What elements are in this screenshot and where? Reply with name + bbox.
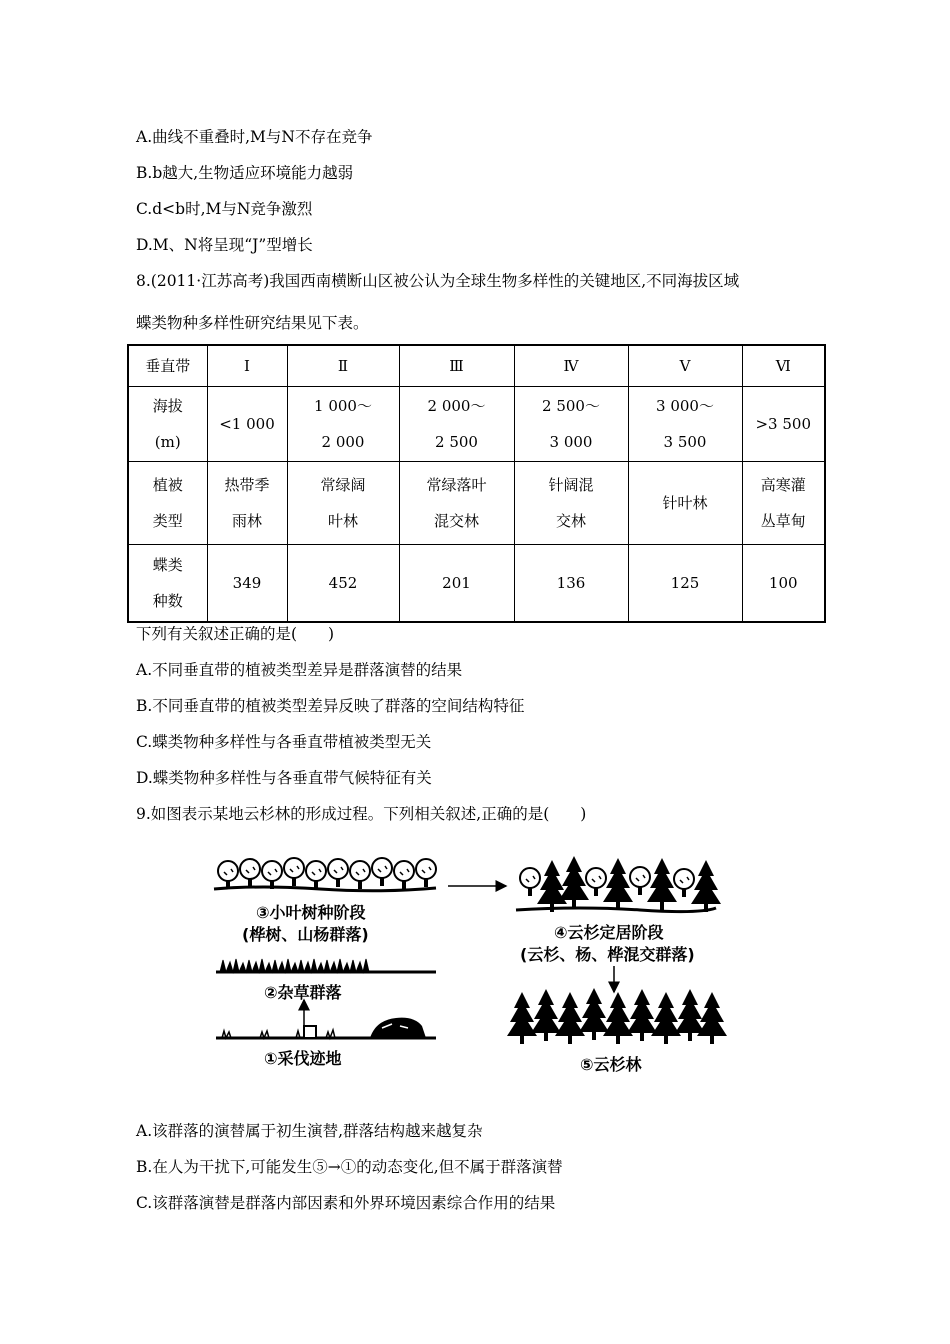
vegetation-6: 高寒灌 丛草甸: [742, 461, 825, 544]
vegetation-1: 热带季 雨林: [207, 461, 287, 544]
vegetation-5: 针叶林: [628, 461, 742, 544]
stage2-label: ②杂草群落: [264, 983, 342, 1002]
vegetation-2: 常绿阔 叶林: [287, 461, 399, 544]
stage1-cleared-land-icon: [216, 1018, 436, 1038]
vegetation-3: 常绿落叶 混交林: [399, 461, 514, 544]
zone-3: Ⅲ: [399, 345, 514, 386]
zone-1: Ⅰ: [207, 345, 287, 386]
altitude-6: >3 500: [742, 386, 825, 461]
altitude-4: 2 500～ 3 000: [514, 386, 628, 461]
stage4-subtitle: (云杉、杨、桦混交群落): [520, 945, 695, 964]
stage3-trees-icon: [214, 858, 436, 891]
q9-option-c: C.该群落演替是群落内部因素和外界环境因素综合作用的结果: [136, 1194, 556, 1212]
zone-4: Ⅳ: [514, 345, 628, 386]
q8-stem-line1: 8.(2011·江苏高考)我国西南横断山区被公认为全球生物多样性的关键地区,不同海拔区域: [136, 272, 740, 290]
species-1: 349: [207, 544, 287, 622]
zone-2: Ⅱ: [287, 345, 399, 386]
vegetation-4: 针阔混 交林: [514, 461, 628, 544]
zone-6: Ⅵ: [742, 345, 825, 386]
species-2: 452: [287, 544, 399, 622]
q8-option-b: B.不同垂直带的植被类型差异反映了群落的空间结构特征: [136, 697, 525, 715]
q8-option-a: A.不同垂直带的植被类型差异是群落演替的结果: [136, 661, 463, 679]
stage5-label: ⑤云杉林: [580, 1055, 642, 1074]
stage2-grass-icon: [216, 959, 436, 972]
altitude-1: <1 000: [207, 386, 287, 461]
stage1-label: ①采伐迹地: [264, 1049, 342, 1068]
q7-option-d: D.M、N将呈现“J”型增长: [136, 236, 313, 254]
q9-option-b: B.在人为干扰下,可能发生⑤→①的动态变化,但不属于群落演替: [136, 1158, 563, 1176]
altitude-2: 1 000～ 2 000: [287, 386, 399, 461]
header-zone-label: 垂直带: [128, 345, 207, 386]
vegetation-label: 植被 类型: [128, 461, 207, 544]
stage5-spruce-forest-icon: [507, 988, 727, 1044]
q9-option-a: A.该群落的演替属于初生演替,群落结构越来越复杂: [136, 1122, 483, 1140]
table-row-species: [128, 544, 825, 622]
q7-option-a: A.曲线不重叠时,M与N不存在竞争: [136, 128, 373, 146]
altitude-label: 海拔 (m): [128, 386, 207, 461]
altitude-3: 2 000～ 2 500: [399, 386, 514, 461]
q8-stem-line2: 蝶类物种多样性研究结果见下表。: [136, 314, 369, 332]
q7-option-b: B.b越大,生物适应环境能力越弱: [136, 164, 354, 182]
table-row-vegetation: [128, 461, 825, 544]
zone-5: Ⅴ: [628, 345, 742, 386]
stage3-title: ③小叶树种阶段: [256, 903, 366, 922]
table-row-altitude: [128, 386, 825, 461]
species-label: 蝶类 种数: [128, 544, 207, 622]
stage3-subtitle: (桦树、山杨群落): [242, 925, 369, 944]
stage4-mixed-trees-icon: [516, 856, 721, 912]
q8-option-d: D.蝶类物种多样性与各垂直带气候特征有关: [136, 769, 432, 787]
stage4-title: ④云杉定居阶段: [554, 923, 664, 942]
species-4: 136: [514, 544, 628, 622]
altitude-5: 3 000～ 3 500: [628, 386, 742, 461]
table-row-zone: [128, 345, 825, 386]
species-5: 125: [628, 544, 742, 622]
species-6: 100: [742, 544, 825, 622]
q8-question: 下列有关叙述正确的是( ): [136, 625, 335, 643]
species-3: 201: [399, 544, 514, 622]
butterfly-diversity-table: [127, 344, 826, 623]
succession-figure: [200, 848, 750, 1080]
q8-option-c: C.蝶类物种多样性与各垂直带植被类型无关: [136, 733, 432, 751]
q7-option-c: C.d<b时,M与N竞争激烈: [136, 200, 313, 218]
q9-stem: 9.如图表示某地云杉林的形成过程。下列相关叙述,正确的是( ): [136, 805, 587, 823]
